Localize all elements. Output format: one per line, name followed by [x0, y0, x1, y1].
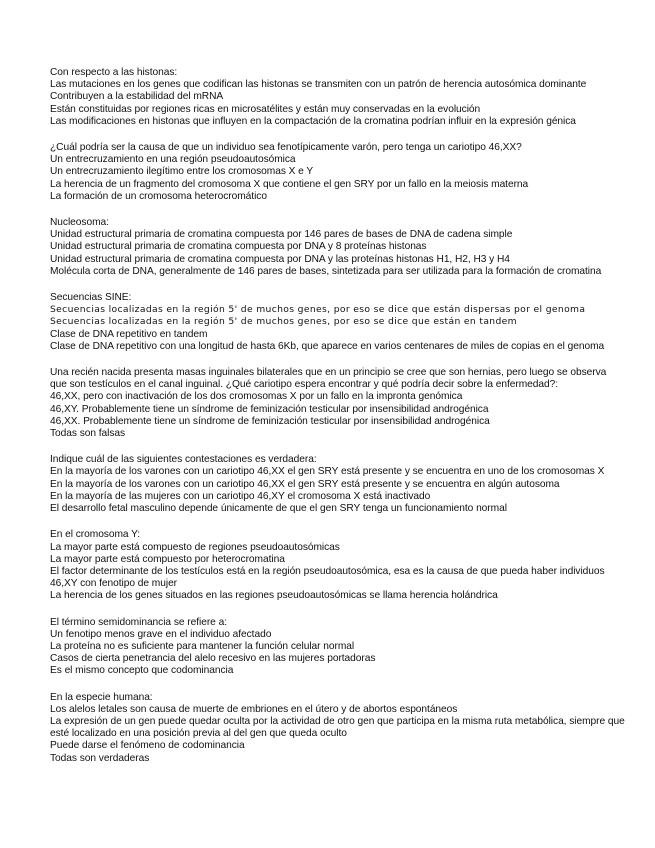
answer-option: Es el mismo concepto que codominancia: [50, 665, 234, 677]
question-stem: El término semidominancia se refiere a:: [50, 616, 227, 628]
answer-option: En la mayoría de los varones con un cariotipo 46,XX el gen SRY está presente y se encuentra en algún autosoma: [50, 478, 560, 490]
answer-option: Están constituidas por regiones ricas en microsatélites y están muy conservadas en la evolución: [50, 103, 481, 115]
answer-option: Un entrecruzamiento en una región pseudoautosómica: [50, 154, 296, 166]
question-3: [50, 217, 625, 278]
question-6: [50, 454, 625, 515]
question-1: [50, 67, 625, 128]
question-stem: Secuencias SINE:: [50, 292, 132, 304]
question-stem: En el cromosoma Y:: [50, 529, 141, 541]
question-stem: Con respecto a las histonas:: [50, 67, 178, 78]
document-page: [50, 67, 625, 779]
answer-option: Molécula corta de DNA, generalmente de 146 pares de bases, sintetizada para ser utilizada para la formación de cromatina: [50, 265, 602, 277]
answer-option: Unidad estructural primaria de cromatina compuesta por DNA y 8 proteínas histonas: [50, 241, 427, 253]
question-2: [50, 142, 625, 203]
answer-option: La mayor parte está compuesto de regiones pseudoautosómicas: [50, 541, 340, 553]
answer-option: Un entrecruzamiento ilegítimo entre los cromosomas X e Y: [50, 166, 314, 178]
question-stem: Una recién nacida presenta masas inguinales bilaterales que en un principio se cree que son hernias, pero luego se observa que son testículos en el canal inguinal. ¿Qué cariotipo espera encontrar y qué podría decir sobre la enfermedad?:: [50, 367, 607, 391]
answer-option: Las modificaciones en histonas que influyen en la compactación de la cromatina podrían influir en la expresión génica: [50, 115, 576, 127]
answer-option: Contribuyen a la estabilidad del mRNA: [50, 91, 224, 103]
question-stem: Nucleosoma:: [50, 217, 109, 229]
answer-option: 46,XX. Probablemente tiene un síndrome de feminización testicular por insensibilidad androgénica: [50, 415, 490, 427]
answer-option: Las mutaciones en los genes que codifican las histonas se transmiten con un patrón de herencia autosómica dominante: [50, 79, 587, 91]
answer-option: Casos de cierta penetrancia del alelo recesivo en las mujeres portadoras: [50, 653, 376, 665]
answer-option: Secuencias localizadas en la región 5' de muchos genes, por eso se dice que están dispersas por el genoma: [50, 304, 586, 316]
answer-option: La proteína no es suficiente para mantener la función celular normal: [50, 640, 355, 652]
answer-option: Puede darse el fenómeno de codominancia: [50, 740, 245, 752]
answer-option: Los alelos letales son causa de muerte de embriones en el útero y de abortos espontáneos: [50, 703, 458, 715]
answer-option: Unidad estructural primaria de cromatina compuesta por 146 pares de bases de DNA de cadena simple: [50, 229, 513, 241]
answer-option: Clase de DNA repetitivo con una longitud de hasta 6Kb, que aparece en varios centenares de miles de copias en el genoma: [50, 340, 605, 352]
answer-option: La expresión de un gen puede quedar oculta por la actividad de otro gen que participa en la misma ruta metabólica, siempre que esté localizado en una posición previa al del gen que queda oculto: [50, 715, 625, 740]
question-5: [50, 367, 625, 440]
answer-option: El factor determinante de los testículos está en la región pseudoautosómica, esa es la causa de que pueda haber individuos 46,XY con fenotipo de mujer: [50, 565, 605, 590]
question-stem: En la especie humana:: [50, 691, 153, 703]
question-4: [50, 292, 625, 353]
answer-option: La herencia de un fragmento del cromosoma X que contiene el gen SRY por un fallo en la meiosis materna: [50, 178, 529, 190]
answer-option: En la mayoría de los varones con un cariotipo 46,XX el gen SRY está presente y se encuentra en uno de los cromosomas X: [50, 466, 605, 478]
answer-option: 46,XX, pero con inactivación de los dos cromosomas X por un fallo en la impronta genómica: [50, 391, 463, 403]
question-8: [50, 617, 625, 678]
answer-option: Clase de DNA repetitivo en tandem: [50, 328, 208, 340]
answer-option: En la mayoría de las mujeres con un cariotipo 46,XY el cromosoma X está inactivado: [50, 490, 431, 502]
answer-option: Todas son verdaderas: [50, 752, 150, 764]
answer-option: Secuencias localizadas en la región 5' de muchos genes, por eso se dice que están en tandem: [50, 316, 517, 328]
answer-option: La mayor parte está compuesto por heterocromatina: [50, 553, 285, 565]
answer-option: Todas son falsas: [50, 428, 126, 440]
answer-option: La formación de un cromosoma heterocromático: [50, 190, 267, 202]
answer-option: 46,XY. Probablemente tiene un síndrome de feminización testicular por insensibilidad androgénica: [50, 403, 489, 415]
answer-option: La herencia de los genes situados en las regiones pseudoautosómicas se llama herencia holándrica: [50, 590, 498, 602]
answer-option: Unidad estructural primaria de cromatina compuesta por DNA y las proteínas histonas H1, H2, H3 y H4: [50, 253, 510, 265]
question-stem: ¿Cuál podría ser la causa de que un individuo sea fenotípicamente varón, pero tenga un cariotipo 46,XX?: [50, 142, 522, 154]
question-stem: Indique cuál de las siguientes contestaciones es verdadera:: [50, 454, 317, 466]
question-9: [50, 692, 625, 765]
answer-option: Un fenotipo menos grave en el individuo afectado: [50, 628, 272, 640]
answer-option: El desarrollo fetal masculino depende únicamente de que el gen SRY tenga un funcionamiento normal: [50, 503, 507, 515]
question-7: [50, 529, 625, 602]
